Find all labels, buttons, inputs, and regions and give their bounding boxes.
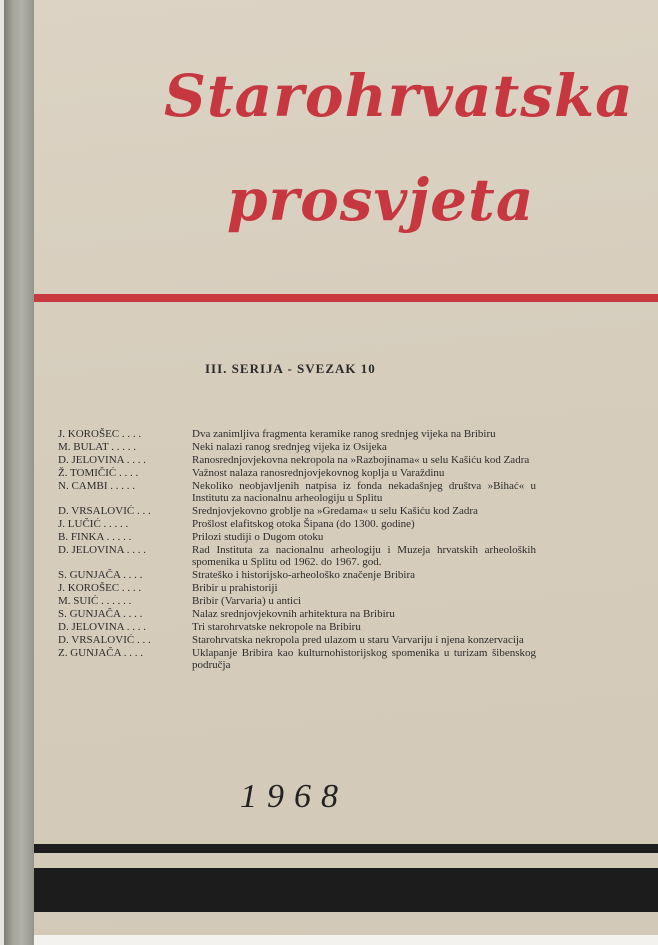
toc-title: Neki nalazi ranog srednjeg vijeka iz Osijeka — [192, 441, 387, 453]
toc-title: Prošlost elafitskog otoka Šipana (do 1300. godine) — [192, 518, 415, 530]
toc-author: Ž. TOMIČIĆ . . . . — [58, 467, 139, 479]
black-stripe-thin — [34, 844, 658, 853]
toc-title: Uklapanje Bribira kao kulturnohistorijskog spomenika u turizam šibenskog područja — [192, 647, 536, 671]
toc-title: Prilozi studiji o Dugom otoku — [192, 531, 324, 543]
toc-entry — [58, 634, 536, 646]
publication-year: 1968 — [240, 778, 348, 815]
title-line-1: Starohrvatska — [164, 62, 634, 130]
table-of-contents — [58, 428, 536, 672]
black-stripe-thick — [34, 868, 658, 912]
toc-author: D. VRSALOVIĆ . . . — [58, 505, 151, 517]
title-line-2: prosvjeta — [227, 166, 535, 234]
toc-title: Tri starohrvatske nekropole na Bribiru — [192, 621, 361, 633]
toc-entry — [58, 467, 536, 479]
toc-entry — [58, 480, 536, 504]
toc-entry — [58, 569, 536, 581]
toc-entry — [58, 454, 536, 466]
cover-bottom-edge — [34, 935, 658, 945]
red-divider — [34, 294, 658, 302]
toc-author: J. KOROŠEC . . . . — [58, 428, 142, 440]
book-spine — [4, 0, 34, 945]
toc-entry — [58, 647, 536, 671]
toc-title: Bribir u prahistoriji — [192, 582, 278, 594]
toc-title: Ranosrednjovjekovna nekropola na »Razbojinama« u selu Kašiću kod Zadra — [192, 454, 530, 466]
toc-entry — [58, 608, 536, 620]
toc-title: Dva zanimljiva fragmenta keramike ranog srednjeg vijeka na Bribiru — [192, 428, 496, 440]
toc-author: Z. GUNJAČA . . . . — [58, 647, 143, 659]
toc-entry — [58, 582, 536, 594]
toc-title: Rad Instituta za nacionalnu arheologiju i Muzeja hrvatskih arheoloških spomenika u Splitu od 1962. do 1967. god. — [192, 544, 536, 568]
toc-title: Starohrvatska nekropola pred ulazom u staru Varvariju i njena konzervacija — [192, 634, 524, 646]
toc-author: B. FINKA . . . . . — [58, 531, 132, 543]
toc-author: S. GUNJAČA . . . . — [58, 608, 143, 620]
toc-author: D. VRSALOVIĆ . . . — [58, 634, 151, 646]
toc-entry — [58, 621, 536, 633]
toc-title: Srednjovjekovno groblje na »Gredama« u selu Kašiću kod Zadra — [192, 505, 478, 517]
toc-author: N. CAMBI . . . . . — [58, 480, 136, 492]
toc-title: Bribir (Varvaria) u antici — [192, 595, 302, 607]
toc-entry — [58, 441, 536, 453]
toc-entry — [58, 595, 536, 607]
toc-entry — [58, 531, 536, 543]
toc-title: Nalaz srednjovjekovnih arhitektura na Bribiru — [192, 608, 395, 620]
toc-title: Nekoliko neobjavljenih natpisa iz fonda nekadašnjeg društva »Bihać« u Institutu za nacionalnu arheologiju u Splitu — [192, 480, 536, 504]
toc-author: D. JELOVINA . . . . — [58, 544, 146, 556]
toc-entry — [58, 428, 536, 440]
toc-title: Strateško i historijsko-arheološko značenje Bribira — [192, 569, 415, 581]
toc-author: D. JELOVINA . . . . — [58, 621, 146, 633]
toc-entry — [58, 544, 536, 568]
toc-author: J. LUČIĆ . . . . . — [58, 518, 129, 530]
toc-author: D. JELOVINA . . . . — [58, 454, 146, 466]
toc-title: Važnost nalaza ranosrednjovjekovnog koplja u Varaždinu — [192, 467, 445, 479]
toc-author: S. GUNJAČA . . . . — [58, 569, 143, 581]
toc-entry — [58, 518, 536, 530]
toc-author: J. KOROŠEC . . . . — [58, 582, 142, 594]
series-label: III. SERIJA - SVEZAK 10 — [205, 361, 376, 376]
toc-author: M. SUIĆ . . . . . . — [58, 595, 132, 607]
toc-entry — [58, 505, 536, 517]
toc-author: M. BULAT . . . . . — [58, 441, 137, 453]
